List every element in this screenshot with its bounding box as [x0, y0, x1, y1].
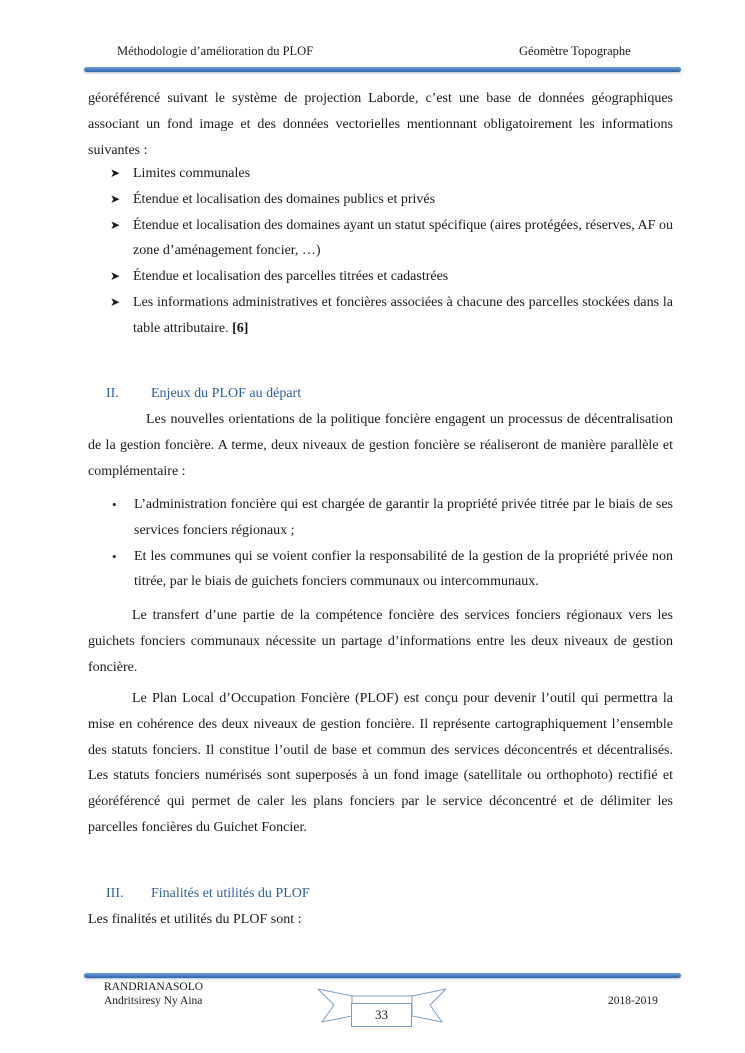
list-item-text: L’administration foncière qui est chargée de garantir la propriété privée titrée par le biais de ses services fonciers régionaux ;: [134, 497, 673, 538]
intro-paragraph: géoréférencé suivant le système de projection Laborde, c’est une base de données géographiques associant un fond image et des données vectorielles mentionnant obligatoirement les informations suivantes :: [88, 91, 673, 158]
arrow-bullet-icon: ➤: [110, 294, 121, 309]
footer-author-surname: RANDRIANASOLO: [104, 981, 204, 993]
paragraph: Les nouvelles orientations de la politique foncière engagent un processus de décentralisation de la gestion foncière. A terme, deux niveaux de gestion foncière se réaliseront de manière parallèle et complémentaire :: [88, 412, 673, 479]
list-item-text: Étendue et localisation des parcelles titrées et cadastrées: [133, 269, 449, 285]
list-item: [110, 264, 673, 290]
paragraph: Le Plan Local d’Occupation Foncière (PLOF) est conçu pour devenir l’outil qui permettra la mise en cohérence des deux niveaux de gestion foncière. Il représente cartographiquement l’ensemble des statuts fonciers. Il constitue l’outil de base et commun des services déconcentrés et décentralisés. Les statuts fonciers numérisés sont superposés à un fond image (satellitale ou orthophoto) rectifié et géoréférencé qui permet de caler les plans fonciers par le service déconcentré et de délimiter les parcelles foncières du Guichet Foncier.: [88, 691, 673, 835]
list-item-text: Et les communes qui se voient confier la responsabilité de la gestion de la propriété privée non titrée, par le biais de guichets fonciers communaux ou intercommunaux.: [134, 548, 673, 590]
bullet-icon: •: [112, 548, 117, 564]
section-title: Enjeux du PLOF au départ: [151, 386, 302, 401]
section-number: III.: [106, 886, 124, 901]
arrow-bullet-icon: ➤: [110, 217, 121, 232]
header-document-title: Méthodologie d’amélioration du PLOF: [117, 44, 314, 58]
info-list: [110, 161, 673, 342]
list-item-text: Limites communales: [133, 166, 251, 181]
footer-year: 2018-2019: [608, 995, 658, 1007]
section-title: Finalités et utilités du PLOF: [151, 886, 310, 901]
section-number: II.: [106, 386, 119, 401]
header-author-role: Géomètre Topographe: [519, 44, 631, 58]
reference-citation: [6]: [232, 320, 249, 336]
header-rule: [84, 67, 681, 72]
footer-rule: [84, 973, 681, 978]
page-number: 33: [351, 1003, 412, 1027]
list-item-text: Étendue et localisation des domaines ayant un statut spécifique (aires protégées, réserves, AF ou zone d’aménagement foncier, …): [133, 217, 673, 259]
section-heading: [106, 886, 310, 902]
list-item: [110, 161, 673, 187]
list-item: [110, 187, 673, 213]
paragraph: Le transfert d’une partie de la compétence foncière des services fonciers régionaux vers les guichets fonciers communaux nécessite un partage d’informations entre les deux niveaux de gestion foncière.: [88, 608, 673, 675]
bullet-list: [110, 492, 673, 595]
list-item-text: Les informations administratives et foncières associées à chacune des parcelles stockées dans la table attributaire.: [133, 294, 673, 336]
list-item: [110, 492, 673, 544]
arrow-bullet-icon: ➤: [110, 166, 121, 180]
list-item: [110, 213, 673, 265]
paragraph: Les finalités et utilités du PLOF sont :: [88, 912, 302, 927]
arrow-bullet-icon: ➤: [110, 269, 121, 284]
section-heading: [106, 386, 301, 402]
footer-author-name: Andritsiresy Ny Aina: [104, 995, 203, 1007]
list-item: [110, 290, 673, 342]
list-item: [110, 544, 673, 596]
arrow-bullet-icon: ➤: [110, 191, 121, 206]
list-item-text: Étendue et localisation des domaines publics et privés: [133, 191, 436, 207]
bullet-icon: •: [112, 497, 117, 512]
